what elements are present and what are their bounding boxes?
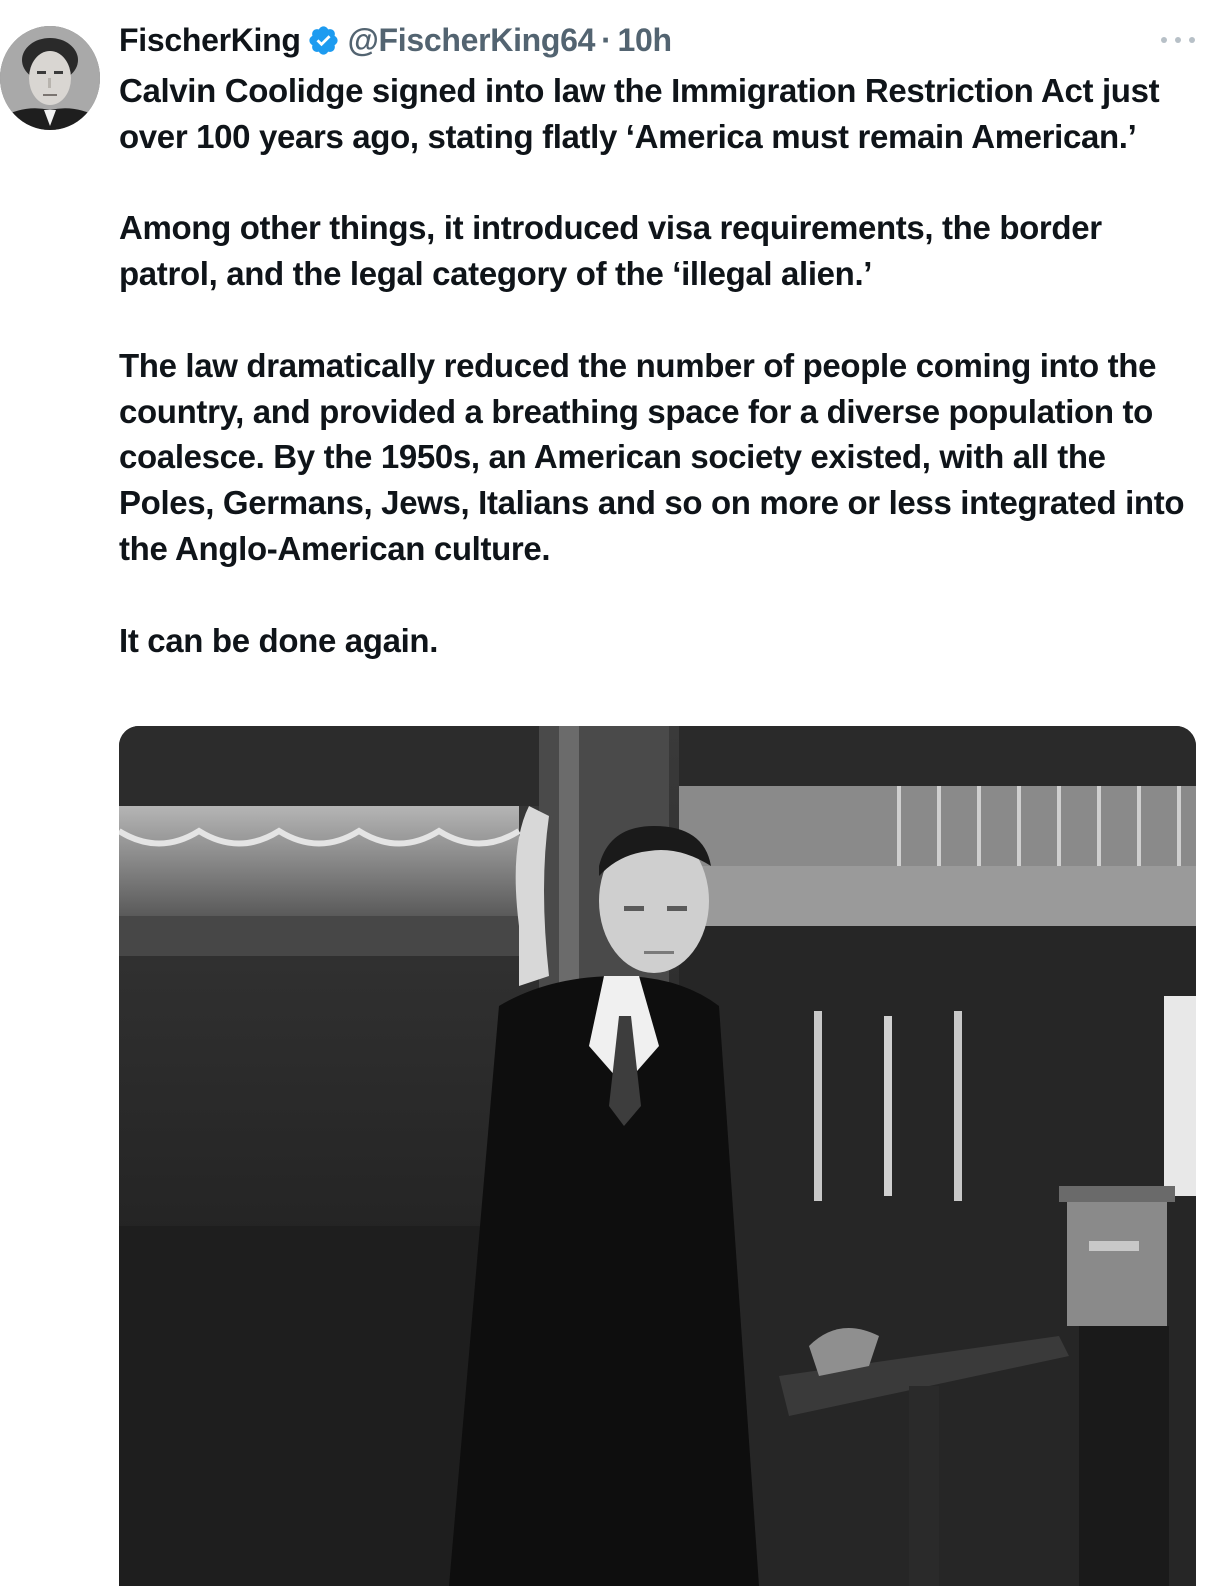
more-options-icon[interactable]: [1161, 30, 1195, 50]
user-handle[interactable]: @FischerKing64: [347, 21, 596, 58]
avatar[interactable]: [0, 26, 100, 130]
tweet-photo[interactable]: [119, 726, 1196, 1586]
header-separator: ·: [601, 21, 612, 58]
tweet-paragraph: Calvin Coolidge signed into law the Immigration Restriction Act just over 100 years ago, stating flatly ‘America must remain American.’: [119, 72, 1160, 155]
display-name[interactable]: FischerKing: [119, 21, 301, 58]
photo-image-icon: [119, 726, 1196, 1586]
tweet-paragraph: Among other things, it introduced visa requirements, the border patrol, and the legal category of the ‘illegal alien.’: [119, 209, 1102, 293]
tweet-text: [119, 68, 1199, 663]
tweet-paragraph: The law dramatically reduced the number of people coming into the country, and provided a breathing space for a diverse population to coalesce. By the 1950s, an American society existed, with all the Poles, Germans, Jews, Italians and so on more or less integrated into the Anglo-American culture.: [119, 346, 1185, 567]
tweet-paragraph: It can be done again.: [119, 621, 439, 659]
profile-photo-icon: [0, 26, 100, 130]
verified-badge-icon: [307, 24, 340, 57]
tweet-header: [119, 18, 672, 62]
timestamp[interactable]: 10h: [617, 21, 672, 58]
